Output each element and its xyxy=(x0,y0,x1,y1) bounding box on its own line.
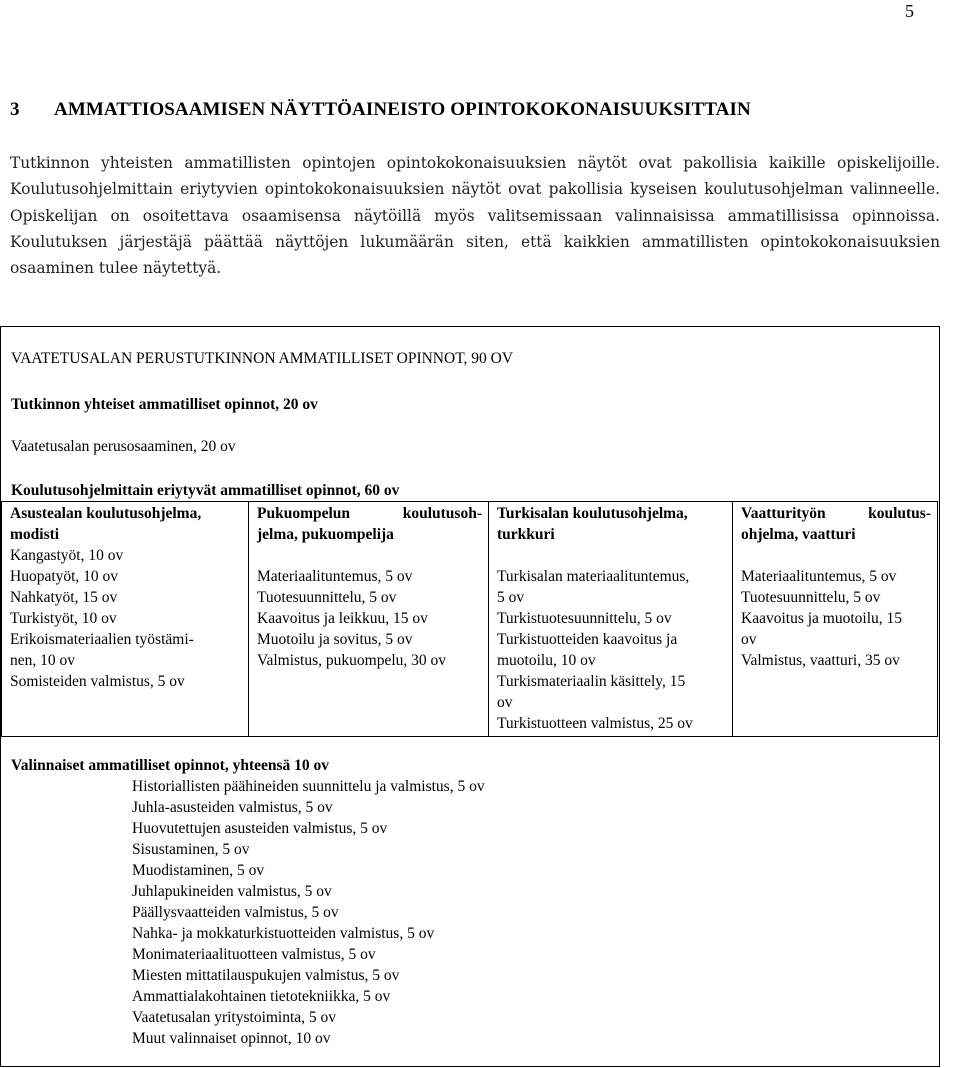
program-item: Nahkatyöt, 15 ov xyxy=(10,589,118,606)
program-item: Turkistuotteiden kaavoitus ja xyxy=(497,631,678,648)
program-item: Turkistyöt, 10 ov xyxy=(10,610,117,627)
program-header xyxy=(497,503,726,545)
program-item: ov xyxy=(741,631,757,648)
program-header-line: turkkuri xyxy=(497,526,555,543)
table-title: VAATETUSALAN PERUSTUTKINNON AMMATILLISET OPINNOT, 90 OV xyxy=(11,350,514,367)
list-item: Juhla-asusteiden valmistus, 5 ov xyxy=(132,799,333,816)
program-column xyxy=(732,501,938,737)
program-header xyxy=(257,503,482,545)
section-title: AMMATTIOSAAMISEN NÄYTTÖAINEISTO OPINTOKOKONAISUUKSITTAIN xyxy=(54,99,751,120)
program-item: Turkistuotteen valmistus, 25 ov xyxy=(497,715,693,732)
spacer xyxy=(741,545,931,566)
list-item: Vaatetusalan yritystoiminta, 5 ov xyxy=(132,1009,337,1026)
program-item: Kaavoitus ja muotoilu, 15 xyxy=(741,610,903,627)
program-item: Huopatyöt, 10 ov xyxy=(10,568,119,585)
program-studies-title: Koulutusohjelmittain eriytyvät ammatilliset opinnot, 60 ov xyxy=(11,482,400,499)
list-item: Monimateriaalituotteen valmistus, 5 ov xyxy=(132,946,376,963)
program-header-line: Asustealan koulutusohjelma, xyxy=(10,505,202,522)
list-item: Historiallisten päähineiden suunnittelu ja valmistus, 5 ov xyxy=(132,778,485,795)
list-item: Sisustaminen, 5 ov xyxy=(132,841,250,858)
program-item: Valmistus, vaatturi, 35 ov xyxy=(741,652,900,669)
program-item: Turkistuotesuunnittelu, 5 ov xyxy=(497,610,672,627)
list-item: Ammattialakohtainen tietotekniikka, 5 ov xyxy=(132,988,391,1005)
program-header xyxy=(10,503,242,545)
program-item: Kaavoitus ja leikkuu, 15 ov xyxy=(257,610,428,627)
program-header-line: Vaatturityön koulutus- xyxy=(741,505,931,522)
program-header-line: ohjelma, vaatturi xyxy=(741,526,856,543)
electives-section xyxy=(11,755,485,1049)
program-item: Valmistus, pukuompelu, 30 ov xyxy=(257,652,447,669)
list-item: Muut valinnaiset opinnot, 10 ov xyxy=(132,1030,331,1047)
program-item: Somisteiden valmistus, 5 ov xyxy=(10,673,185,690)
program-column xyxy=(248,501,489,737)
program-header xyxy=(741,503,931,545)
program-item: Turkismateriaalin käsittely, 15 xyxy=(497,673,686,690)
page-number: 5 xyxy=(905,1,914,21)
program-item: nen, 10 ov xyxy=(10,652,76,669)
section-heading xyxy=(10,97,751,123)
program-item: Tuotesuunnittelu, 5 ov xyxy=(741,589,881,606)
electives-list xyxy=(11,776,485,1049)
program-column xyxy=(1,501,249,737)
program-header-line: modisti xyxy=(10,526,60,543)
program-item: Materiaalituntemus, 5 ov xyxy=(741,568,897,585)
studies-table xyxy=(0,326,940,1067)
electives-title: Valinnaiset ammatilliset opinnot, yhteensä 10 ov xyxy=(11,757,330,774)
basic-skills: Vaatetusalan perusosaaminen, 20 ov xyxy=(11,438,236,455)
program-item: Kangastyöt, 10 ov xyxy=(10,547,124,564)
spacer xyxy=(257,545,482,566)
program-header-line: jelma, pukuompelija xyxy=(257,526,394,543)
program-item: Turkisalan materiaalituntemus, xyxy=(497,568,690,585)
list-item: Juhlapukineiden valmistus, 5 ov xyxy=(132,883,332,900)
program-item: Materiaalituntemus, 5 ov xyxy=(257,568,413,585)
program-header-line: Turkisalan koulutusohjelma, xyxy=(497,505,688,522)
common-studies-title: Tutkinnon yhteiset ammatilliset opinnot, 20 ov xyxy=(11,396,318,413)
list-item: Muodistaminen, 5 ov xyxy=(132,862,265,879)
intro-paragraph: Tutkinnon yhteisten ammatillisten opintojen opintokokonaisuuksien näytöt ovat pakollisia kaikille opiskelijoille. Koulutusohjelmittain eriytyvien opintokokonaisuuksien näytöt ovat pakollisia kyseisen koulutusohjelman valinneelle. Opiskelijan on osoitettava osaamisensa näytöillä myös valitsemissaan valinnaisissa ammatillisissa opinnoissa. Koulutuksen järjestäjä päättää näyttöjen lukumäärän siten, että kaikkien ammatillisten opintokokonaisuuksien osaaminen tulee näytettyä. xyxy=(10,154,940,278)
program-item: ov xyxy=(497,694,513,711)
spacer xyxy=(497,545,726,566)
program-item: muotoilu, 10 ov xyxy=(497,652,596,669)
list-item: Päällysvaatteiden valmistus, 5 ov xyxy=(132,904,339,921)
list-item: Miesten mittatilauspukujen valmistus, 5 ov xyxy=(132,967,400,984)
list-item: Nahka- ja mokkaturkistuotteiden valmistus, 5 ov xyxy=(132,925,435,942)
list-item: Huovutettujen asusteiden valmistus, 5 ov xyxy=(132,820,388,837)
program-item: Tuotesuunnittelu, 5 ov xyxy=(257,589,397,606)
program-header-line: Pukuompelun koulutusoh- xyxy=(257,505,482,522)
program-item: Muotoilu ja sovitus, 5 ov xyxy=(257,631,413,648)
programs-grid xyxy=(1,501,938,737)
program-column xyxy=(488,501,733,737)
program-item: Erikoismateriaalien työstämi- xyxy=(10,631,194,648)
program-item: 5 ov xyxy=(497,589,525,606)
section-number: 3 xyxy=(10,99,20,120)
